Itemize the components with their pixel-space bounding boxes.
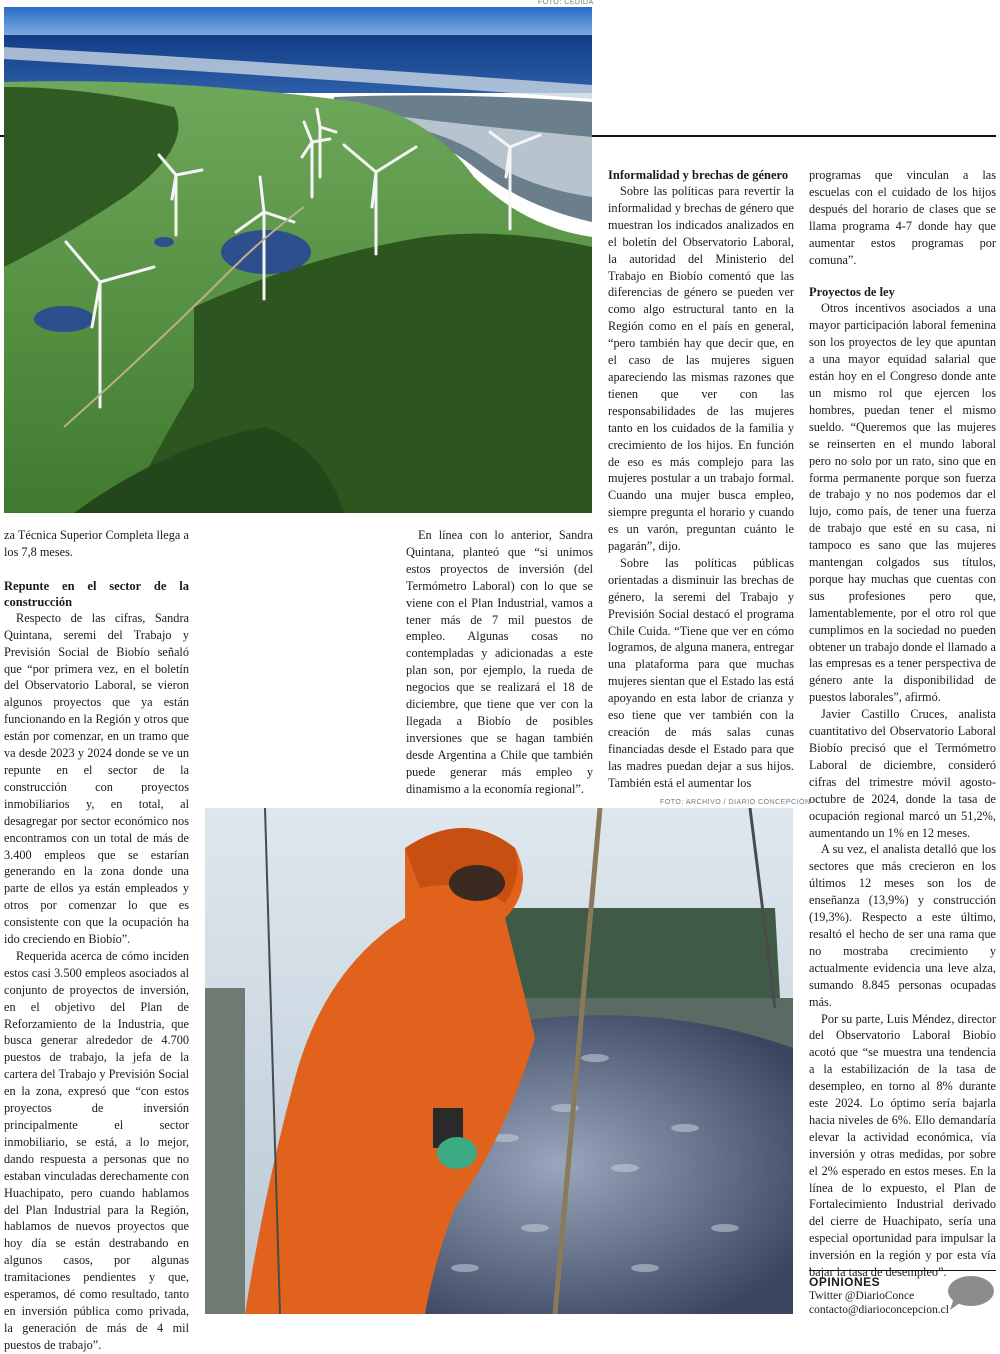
article-column-1: [4, 527, 189, 1354]
article-column-2: [406, 527, 593, 798]
fisherman-photo: [205, 808, 793, 1314]
photo-top-credit: FOTO: CEDIDA: [538, 0, 594, 6]
section-rule-left: [0, 135, 4, 137]
speech-bubble-tail-icon: [950, 1298, 964, 1310]
article-column-4: [809, 167, 996, 1281]
opiniones-title: OPINIONES: [809, 1270, 996, 1289]
paragraph: Otros incentivos asociados a una mayor participación laboral femenina son los proyectos de ley que apuntan a una mayor equidad salarial que están hoy en el Congreso donde ante un mismo rol que ejercen los hombres, puedan tener el mismo sueldo. “Queremos que las mujeres se reinserten en el mundo laboral pero no solo por un rato, sino que en forma permanente porque son fuerza de trabajo y no nos podemos dar el lujo, como país, de tener una fuerza de trabajo que esté en su casa, ni tampoco es sano que las mujeres mantengan colgados sus títulos, porque hay muchas que cuentas con sus profesiones pero que, lamentablemente, por el otro rol que cumplimos en la sociedad no pueden obtener un trabajo donde el llamado a las empresas es a tener perspectiva de género ante la disponibilidad de puestos laborales”, afirmó.: [809, 301, 996, 705]
wind-turbines-photo: [4, 7, 592, 513]
paragraph: Sobre las políticas para revertir la informalidad y brechas de género que muestran los indicados analizados en el boletín del Observatorio Laboral, la autoridad del Ministerio del Trabajo en Biobío comentó que las diferencias de género se pueden ver como algo estructural tanto en la Región como en el país en general, “pero también hay que decir que, en el caso de las mujeres siguen apareciendo las mismas razones que tienen que ver con las responsabilidades de las mujeres tanto en los cuidados de la familia y crecimiento de los hijos. En función de eso es más complejo para las mujeres postular a un trabajo formal. Cuando una mujer busca empleo, siempre pregunta el horario y cuando es un varón, preguntan cuánto le pagarán”, dijo.: [608, 184, 794, 554]
subheading-proyectos-de-ley: Proyectos de ley: [809, 285, 895, 300]
section-rule: [592, 135, 996, 137]
subheading-informalidad: Informalidad y brechas de género: [608, 168, 789, 182]
subheading-construccion: Repunte en el sector de la construcción: [4, 578, 189, 609]
lead-text: za Técnica Superior Completa llega a los 7,8 meses.: [4, 528, 189, 559]
paragraph: En línea con lo anterior, Sandra Quintana, planteó que “si unimos estos proyectos de inversión (del Termómetro Laboral) con lo que se viene con el Plan Industrial, vamos a tener más de 7 mil puestos de empleo. Algunas cosas no contempladas y adicionadas a este plan son, por ejemplo, la rueda de negocios que se realizará el 18 de diciembre, que tiene que ver con la llegada a Biobío de posibles inversiones que se hagan también desde Argentina a Chile que también puede generar más empleo y dinamismo a la economía regional”.: [406, 528, 593, 796]
paragraph: Respecto de las cifras, Sandra Quintana, seremi del Trabajo y Previsión Social de Biobío señaló que “por primera vez, en el boletín del Observatorio Laboral, se vieron algunos proyectos que ya están funcionando en la Región y otros que están por comenzar, en un tramo que va desde 2023 y 2024 donde se ve un repunte en el sector de la construcción con proyectos inmobiliarios y, en total, al desagregar por sector económico nos encontramos con un total de más de 3.400 empleos que se estarían generando en la zona donde una parte de ellos ya están empleados y otros por comenzar lo que es consistente con que la ocupación ha ido creciendo en Biobío”.: [4, 610, 189, 947]
contact-email[interactable]: contacto@diarioconcepcion.cl: [809, 1304, 949, 1316]
paragraph: Por su parte, Luis Méndez, director del Observatorio Laboral Biobío acotó que “se muestra una tendencia a la estabilización de la tasa de desempleo, en torno al 8% durante este 2024. Lo óptimo sería bajarla hacia niveles de 6%. Ello demandaría elevar la actividad económica, vía inversión y otras medidas, por sobre el 2% esperado en estos meses. En la línea de lo expuesto, el Plan de Fortalecimiento Industrial derivado del cierre de Huachipato, sería una especial oportunidad para impulsar la inversión en la región y por esta vía bajar la tasa de desempleo”.: [809, 1011, 996, 1280]
photo-bottom-credit: FOTO: ARCHIVO / DIARIO CONCEPCIÓN: [660, 799, 811, 806]
paragraph: Javier Castillo Cruces, analista cuantitativo del Observatorio Laboral Biobío precisó que el Termómetro Laboral de diciembre, consideró cifras del trimestre móvil agosto-octubre de 2024, donde la tasa de ocupación regional marcó un 51,2%, aumentando un 1% en 12 meses.: [809, 707, 996, 840]
paragraph: programas que vinculan a las escuelas con el cuidado de los hijos después del horario de clases que se llama programa 4-7 donde hay que aumentar estos programas por comuna”.: [809, 168, 996, 267]
paragraph: Requerida acerca de cómo inciden estos casi 3.500 empleos asociados al conjunto de proyectos de inversión, en el objetivo del Plan de Reforzamiento de la Industria, que busca generar alrededor de 4.700 puestos de trabajo, la jefa de la cartera del Trabajo y Previsión Social en la zona, expresó que “con estos proyectos de inversión principalmente el sector inmobiliario, se está, a lo mejor, dando respuesta a personas que no estaban vinculadas derechamente con Huachipato, pero cuando hablamos del Plan Industrial para la Región, hablamos de nuevos proyectos que hoy día se están destrabando en algunos casos, por algunas tramitaciones pendientes y que, esperamos, dé como resultado, tanto en inversión pública como privada, la generación de más de 4 mil puestos de trabajo”.: [4, 948, 189, 1352]
twitter-handle[interactable]: Twitter @DiarioConce: [809, 1290, 915, 1302]
paragraph: Sobre las políticas públicas orientadas a disminuir las brechas de género, la seremi del Trabajo y Previsión Social destacó el programa Chile Cuida. “Tiene que ver en cómo logramos, de alguna manera, entregar una plataforma para que muchas mujeres sientan que el Estado las está apoyando en esta labor de crianza y eso tiene que ver también con la creación de más salas cunas financiadas desde el Estado para que las madres puedan dejar a sus hijos. También está el aumentar los: [608, 555, 794, 790]
article-column-3: [608, 167, 794, 792]
paragraph: A su vez, el analista detalló que los sectores que más crecieron en los últimos 12 meses son los de enseñanza (13,9%) y construcción (19,3%). Respecto a este último, resaltó el hecho de ser una rama que no mostraba crecimiento y actualmente evidencia una leve alza, sumando 8.845 personas ocupadas más.: [809, 842, 996, 1009]
